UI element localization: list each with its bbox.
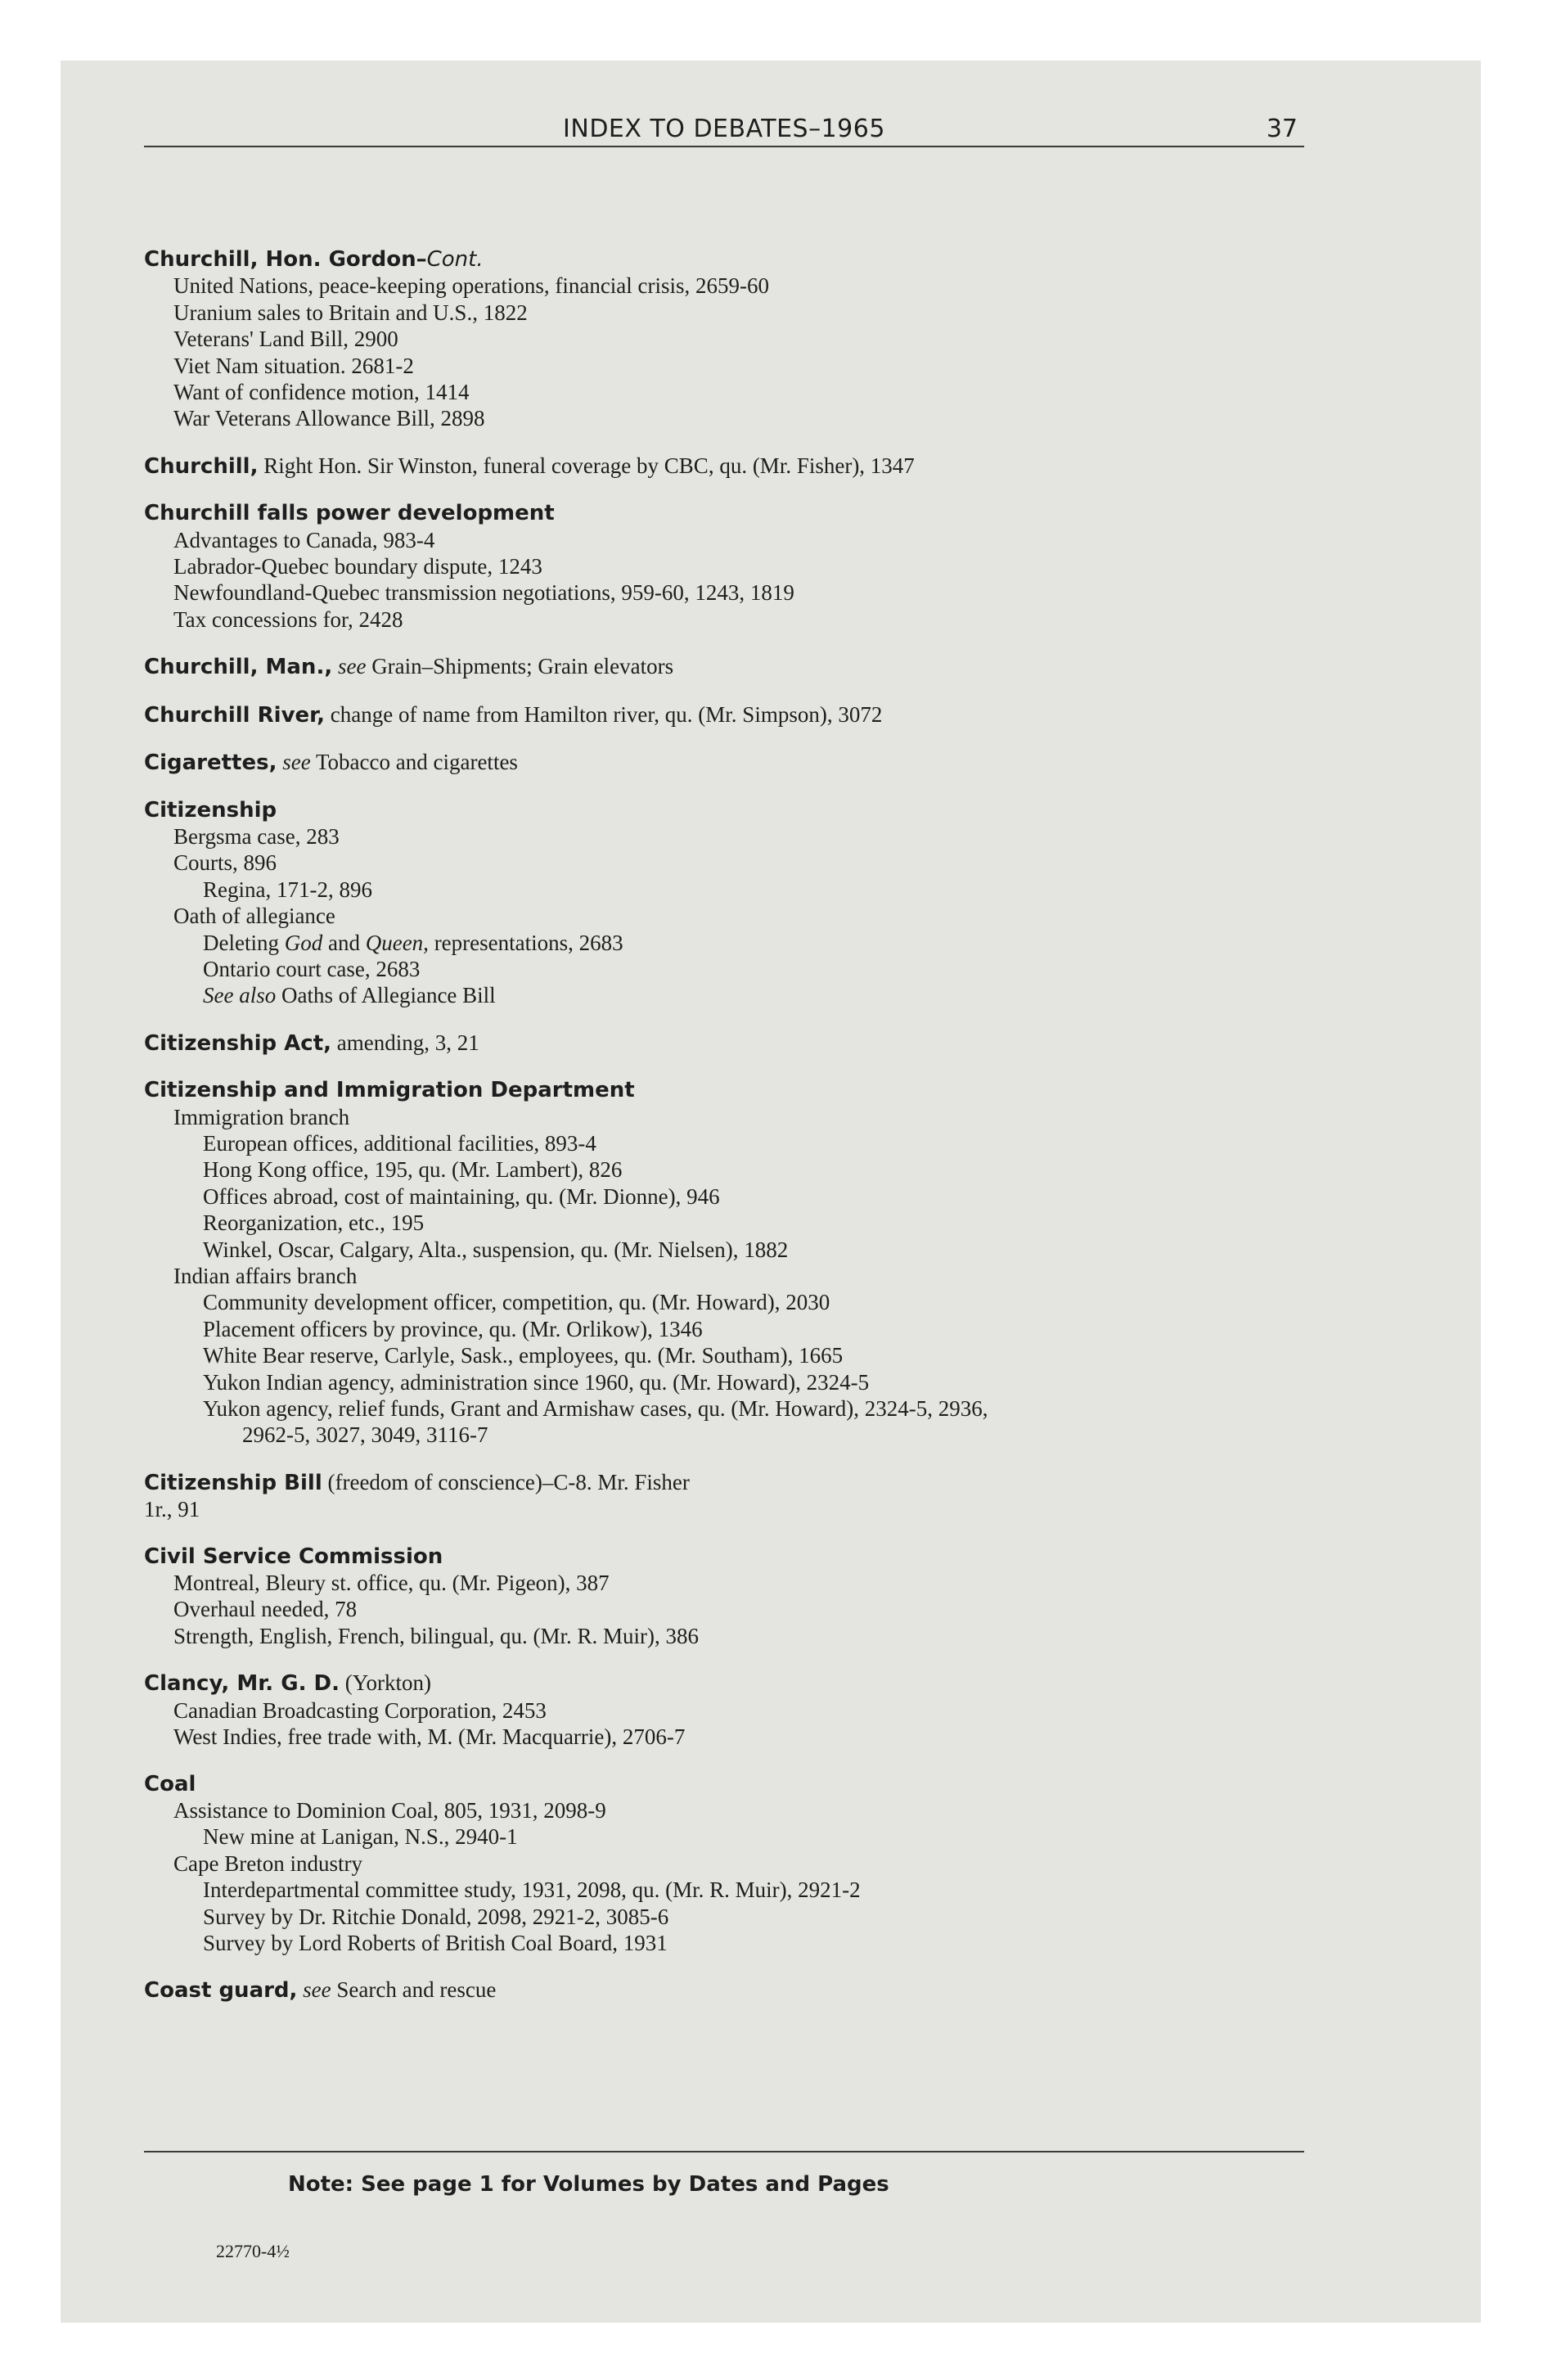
see-reference: see — [332, 654, 367, 679]
subentry: Overhaul needed, 78 — [173, 1597, 358, 1622]
subentry: Bergsma case, 283 — [173, 823, 340, 849]
printer-code: 22770-4½ — [216, 2241, 290, 2261]
subentry: Labrador-Quebec boundary dispute, 1243 — [173, 554, 542, 579]
subentry-level2: Yukon agency, relief funds, Grant and Armishaw cases, qu. (Mr. Howard), 2324-5, 2936, — [203, 1396, 988, 1422]
index-entry — [144, 500, 1314, 633]
subentry: Montreal, Bleury st. office, qu. (Mr. Pigeon), 387 — [173, 1571, 610, 1596]
subentry-level2: Winkel, Oscar, Calgary, Alta., suspension, qu. (Mr. Nielsen), 1882 — [203, 1237, 789, 1262]
subentry-text: representations, 2683 — [428, 930, 623, 955]
index-entry — [144, 1544, 1314, 1650]
entry-text: Search and rescue — [331, 1977, 497, 2003]
subentry: Tax concessions for, 2428 — [173, 606, 403, 632]
entry-text: Grain–Shipments; Grain elevators — [366, 654, 674, 679]
index-entry — [144, 1469, 1314, 1523]
entry-heading-cont: Cont. — [426, 247, 484, 272]
entry-continuation: 1r., 91 — [144, 1497, 200, 1522]
subentry-level2: Offices abroad, cost of maintaining, qu. (Mr. Dionne), 946 — [203, 1183, 720, 1209]
see-reference: see — [277, 750, 311, 775]
entry-heading-line — [144, 246, 1314, 273]
subentry: Canadian Broadcasting Corporation, 2453 — [173, 1697, 547, 1723]
subentry-italic: God — [284, 930, 323, 955]
subentry-level2: Interdepartmental committee study, 1931, 2098, qu. (Mr. R. Muir), 2921-2 — [203, 1877, 861, 1903]
subentry: Assistance to Dominion Coal, 805, 1931, 2098-9 — [173, 1797, 606, 1823]
entry-heading-line — [144, 653, 1314, 680]
subentry: Viet Nam situation. 2681-2 — [173, 353, 414, 378]
entry-heading: Citizenship — [144, 797, 277, 823]
subentry-level2: Hong Kong office, 195, qu. (Mr. Lambert), 826 — [203, 1157, 623, 1183]
subentry-continuation: 2962-5, 3027, 3049, 3116-7 — [242, 1422, 488, 1448]
subentry-level2: Yukon Indian agency, administration since 1960, qu. (Mr. Howard), 2324-5 — [203, 1369, 870, 1395]
entry-heading-line — [144, 1670, 1314, 1697]
entry-heading: Churchill, Man., — [144, 655, 333, 680]
index-entry — [144, 797, 1314, 1009]
subentry: Advantages to Canada, 983-4 — [173, 527, 435, 552]
subentry: Veterans' Land Bill, 2900 — [173, 327, 398, 352]
entry-text: Tobacco and cigarettes — [310, 750, 518, 775]
subentry-level2: Community development officer, competition, qu. (Mr. Howard), 2030 — [203, 1290, 830, 1315]
subentry-level2: New mine at Lanigan, N.S., 2940-1 — [203, 1824, 518, 1850]
subentry-level2: White Bear reserve, Carlyle, Sask., employees, qu. (Mr. Southam), 1665 — [203, 1343, 844, 1368]
index-entry — [144, 1977, 1314, 2004]
entry-heading: Citizenship Act, — [144, 1030, 332, 1056]
subentry: Newfoundland-Quebec transmission negotiations, 959-60, 1243, 1819 — [173, 580, 794, 606]
subentry-level2: Ontario court case, 2683 — [203, 956, 421, 981]
index-entry — [144, 1077, 1314, 1449]
entry-heading: Cigarettes, — [144, 751, 277, 776]
subentry: Strength, English, French, bilingual, qu. (Mr. R. Muir), 386 — [173, 1623, 699, 1648]
entry-heading: Citizenship Bill — [144, 1470, 322, 1495]
see-reference: see — [297, 1977, 331, 2003]
subentry: Oath of allegiance — [173, 904, 335, 929]
subentry: War Veterans Allowance Bill, 2898 — [173, 406, 485, 431]
index-entry — [144, 1771, 1314, 1957]
entry-heading-line — [144, 1977, 1314, 2004]
subentry: Want of confidence motion, 1414 — [173, 380, 470, 405]
subentry-level2: Survey by Lord Roberts of British Coal Board, 1931 — [203, 1930, 668, 1955]
subentry-text: and — [322, 930, 366, 955]
subentry-level2: Placement officers by province, qu. (Mr. Orlikow), 1346 — [203, 1316, 703, 1341]
entry-heading: Clancy, Mr. G. D. — [144, 1671, 340, 1697]
subentry-text: Oaths of Allegiance Bill — [276, 983, 496, 1008]
subentry: United Nations, peace-keeping operations, financial crisis, 2659-60 — [173, 273, 770, 299]
subentry: Immigration branch — [173, 1104, 350, 1129]
entry-heading: Churchill River, — [144, 702, 326, 728]
page-header — [144, 95, 1304, 160]
subentry-level2 — [144, 930, 1314, 956]
subentry-level2: Regina, 171-2, 896 — [203, 877, 372, 902]
running-title: INDEX TO DEBATES–1965 — [563, 115, 885, 143]
see-also-reference: See also — [203, 983, 277, 1008]
entry-heading: Coast guard, — [144, 1978, 298, 2004]
subentry-level2: Reorganization, etc., 195 — [203, 1210, 425, 1236]
index-entry — [144, 653, 1314, 680]
subentry-level2 — [144, 982, 1314, 1008]
entry-heading-line — [144, 749, 1314, 776]
entry-heading-line — [144, 1469, 1314, 1496]
subentry: Cape Breton industry — [173, 1850, 362, 1876]
subentry: West Indies, free trade with, M. (Mr. Macquarrie), 2706-7 — [173, 1724, 686, 1750]
entry-text: change of name from Hamilton river, qu. (Mr. Simpson), 3072 — [325, 701, 883, 727]
entry-heading: Churchill, Hon. Gordon– — [144, 247, 427, 272]
index-entry — [144, 246, 1314, 432]
entry-heading: Coal — [144, 1771, 196, 1796]
index-entry — [144, 749, 1314, 776]
subentry: Indian affairs branch — [173, 1264, 358, 1288]
index-entry — [144, 1670, 1314, 1750]
entry-text: amending, 3, 21 — [331, 1030, 479, 1055]
entry-text: (freedom of conscience)–C-8. Mr. Fisher — [322, 1469, 690, 1494]
index-entry — [144, 1030, 1314, 1057]
entry-heading: Churchill, — [144, 453, 259, 479]
subentry-level2: Survey by Dr. Ritchie Donald, 2098, 2921-2, 3085-6 — [203, 1904, 669, 1929]
index-entry — [144, 453, 1314, 480]
page-number: 37 — [1266, 115, 1298, 143]
subentry-text: Deleting — [203, 930, 285, 955]
entry-text: Right Hon. Sir Winston, funeral coverage by CBC, qu. (Mr. Fisher), 1347 — [258, 453, 915, 478]
index-content — [144, 160, 1314, 2025]
subentry: Courts, 896 — [173, 850, 277, 876]
entry-heading: Citizenship and Immigration Department — [144, 1078, 635, 1103]
entry-heading-line — [144, 701, 1314, 728]
index-entry — [144, 701, 1314, 728]
subentry-level2: European offices, additional facilities, 893-4 — [203, 1130, 596, 1156]
subentry: Uranium sales to Britain and U.S., 1822 — [173, 300, 528, 325]
entry-heading: Civil Service Commission — [144, 1544, 443, 1569]
volumes-note: Note: See page 1 for Volumes by Dates and Pages — [288, 2172, 889, 2197]
header-rule — [144, 146, 1304, 147]
entry-heading-line — [144, 453, 1314, 480]
subentry-italic: Queen, — [365, 930, 429, 955]
footer-rule — [144, 2151, 1304, 2152]
entry-text: (Yorkton) — [339, 1670, 431, 1696]
entry-heading: Churchill falls power development — [144, 501, 555, 526]
entry-heading-line — [144, 1030, 1314, 1057]
